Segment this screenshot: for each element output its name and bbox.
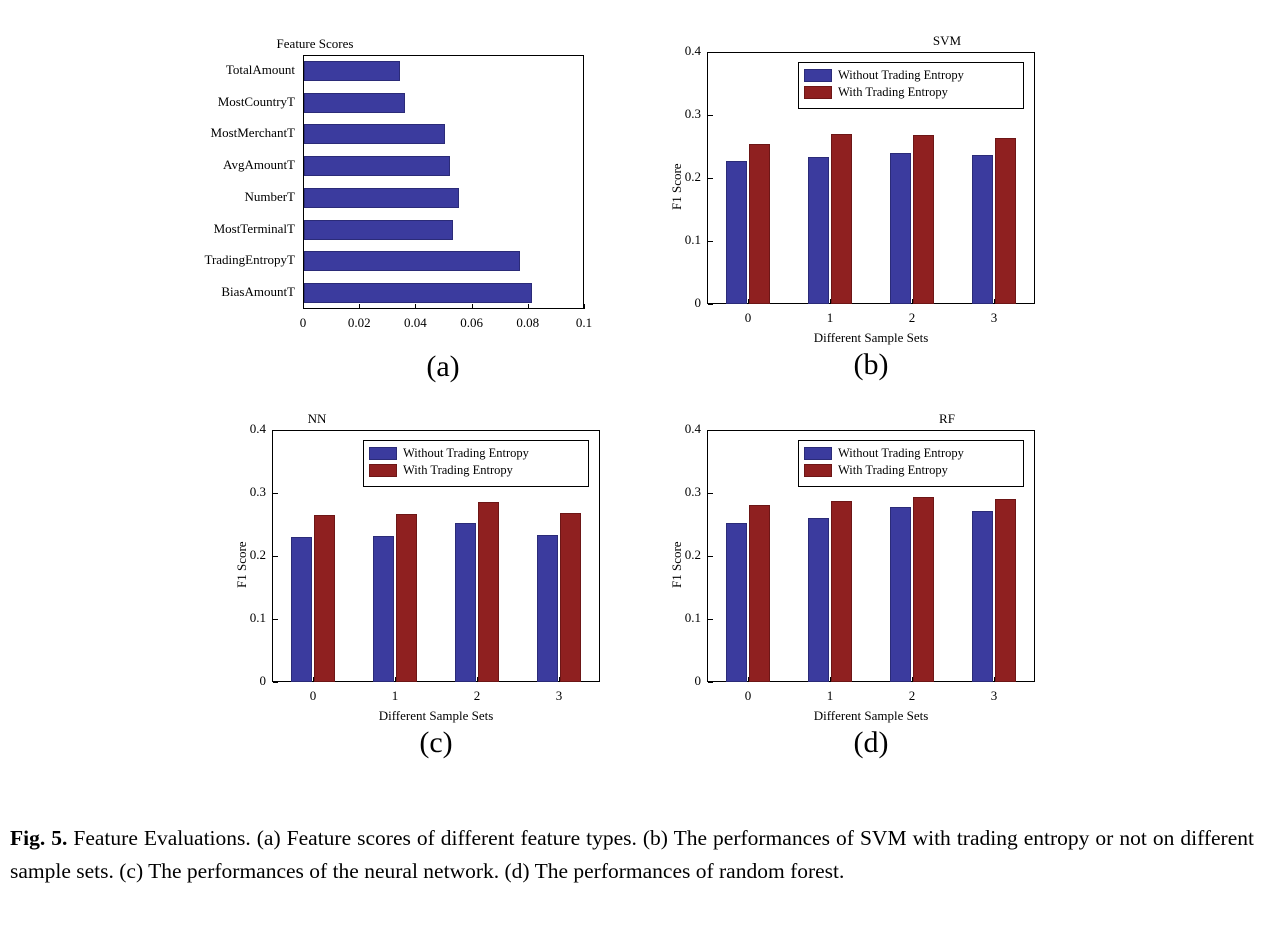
- legend-label: With Trading Entropy: [403, 463, 513, 477]
- panel-c-xlabel: Different Sample Sets: [378, 708, 494, 723]
- panel-a-category-label: MostMerchantT: [210, 125, 295, 141]
- panel-a-xtick-mark: [359, 304, 360, 309]
- ytick-label: 0.3: [684, 484, 701, 499]
- panel-d-legend: [798, 440, 1024, 487]
- legend-swatch-without-trading-entropy: [804, 447, 832, 460]
- xtick-label: 1: [391, 688, 399, 703]
- panel-b-ylabel: F1 Score: [669, 163, 684, 210]
- legend-label: Without Trading Entropy: [838, 68, 964, 82]
- legend-row: [369, 462, 582, 479]
- ytick-label: 0.3: [249, 484, 266, 499]
- panel-a-xtick-label: 0.04: [404, 315, 427, 330]
- ytick-label: 0.1: [249, 610, 266, 625]
- bar-with-trading-entropy: [396, 514, 417, 682]
- panel-a-category-label: BiasAmountT: [221, 284, 295, 300]
- ytick-mark: [273, 619, 278, 620]
- panel-a-title: Feature Scores: [276, 36, 354, 51]
- legend-row: [804, 84, 1017, 101]
- ytick-mark: [273, 493, 278, 494]
- bar-without-trading-entropy: [890, 507, 911, 682]
- panel-a-xtick-label: 0.1: [575, 315, 593, 330]
- legend-label: Without Trading Entropy: [838, 446, 964, 460]
- xtick-label: 1: [826, 310, 834, 325]
- ytick-label: 0: [694, 295, 701, 310]
- panel-c-legend: [363, 440, 589, 487]
- legend-label: With Trading Entropy: [838, 85, 948, 99]
- panel-a-category-label: MostTerminalT: [213, 220, 295, 236]
- ytick-label: 0.4: [249, 421, 266, 436]
- bar-with-trading-entropy: [478, 502, 499, 682]
- legend-row: [804, 67, 1017, 84]
- legend-row: [804, 445, 1017, 462]
- legend-swatch-without-trading-entropy: [369, 447, 397, 460]
- ytick-mark: [708, 493, 713, 494]
- bar-with-trading-entropy: [831, 501, 852, 682]
- panel-a-bar: [304, 61, 400, 81]
- panel-a-category-label: AvgAmountT: [223, 157, 295, 173]
- panel-a-category-label: NumberT: [244, 188, 295, 204]
- ytick-mark: [708, 241, 713, 242]
- bar-without-trading-entropy: [373, 536, 394, 682]
- xtick-label: 2: [473, 688, 481, 703]
- xtick-label: 3: [990, 310, 998, 325]
- panel-a-category-label: TotalAmount: [225, 61, 295, 77]
- bar-without-trading-entropy: [291, 537, 312, 682]
- panel-a-bar: [304, 283, 532, 303]
- bar-without-trading-entropy: [972, 511, 993, 682]
- caption-label: Fig. 5.: [10, 826, 68, 850]
- ytick-label: 0.2: [684, 547, 701, 562]
- bar-without-trading-entropy: [537, 535, 558, 682]
- panel-a-xtick-label: 0.06: [460, 315, 483, 330]
- ytick-label: 0.4: [684, 43, 701, 58]
- bar-with-trading-entropy: [913, 497, 934, 682]
- panel-a-xtick-label: 0: [299, 315, 307, 330]
- sublabel-d: (d): [853, 726, 889, 759]
- legend-label: With Trading Entropy: [838, 463, 948, 477]
- sublabel-c: (c): [419, 726, 453, 759]
- ytick-mark: [708, 178, 713, 179]
- bar-with-trading-entropy: [831, 134, 852, 304]
- panel-a-bar: [304, 93, 405, 113]
- bar-without-trading-entropy: [726, 161, 747, 304]
- panel-a-xtick-label: 0.08: [516, 315, 540, 330]
- panel-a-xtick-mark: [584, 304, 585, 309]
- panel-b-xlabel: Different Sample Sets: [813, 330, 929, 345]
- xtick-label: 0: [309, 688, 317, 703]
- bar-with-trading-entropy: [749, 505, 770, 682]
- sublabel-a: (a): [426, 350, 460, 383]
- panel-c-ylabel: F1 Score: [234, 541, 249, 588]
- xtick-label: 2: [908, 310, 916, 325]
- panel-nn: [0, 378, 634, 778]
- ytick-mark: [708, 682, 713, 683]
- ytick-label: 0.1: [684, 610, 701, 625]
- ytick-label: 0.3: [684, 106, 701, 121]
- ytick-label: 0.2: [684, 169, 701, 184]
- panel-b-title: SVM: [932, 33, 962, 48]
- panel-a-xtick-label: 0.02: [347, 315, 371, 330]
- ytick-mark: [273, 556, 278, 557]
- bar-with-trading-entropy: [995, 499, 1016, 682]
- panel-a-bar: [304, 124, 445, 144]
- panel-svm: [630, 0, 1264, 400]
- ytick-mark: [708, 430, 713, 431]
- xtick-label: 3: [990, 688, 998, 703]
- panel-a-bar: [304, 188, 459, 208]
- panel-a-xtick-mark: [303, 304, 304, 309]
- ytick-label: 0: [259, 673, 266, 688]
- panel-d-xlabel: Different Sample Sets: [813, 708, 929, 723]
- bar-with-trading-entropy: [314, 515, 335, 682]
- ytick-label: 0.2: [249, 547, 266, 562]
- ytick-mark: [708, 115, 713, 116]
- bar-with-trading-entropy: [560, 513, 581, 682]
- bar-with-trading-entropy: [995, 138, 1016, 304]
- bar-without-trading-entropy: [972, 155, 993, 304]
- panel-a-xtick-mark: [528, 304, 529, 309]
- bar-without-trading-entropy: [890, 153, 911, 304]
- panel-a-category-label: TradingEntropyT: [204, 252, 295, 268]
- figure-caption: [10, 822, 1254, 888]
- bar-without-trading-entropy: [726, 523, 747, 682]
- panel-rf: [630, 378, 1264, 778]
- panel-a-bar: [304, 156, 450, 176]
- legend-row: [369, 445, 582, 462]
- ytick-mark: [708, 556, 713, 557]
- legend-label: Without Trading Entropy: [403, 446, 529, 460]
- bar-without-trading-entropy: [455, 523, 476, 682]
- legend-swatch-without-trading-entropy: [804, 69, 832, 82]
- ytick-label: 0.1: [684, 232, 701, 247]
- xtick-label: 2: [908, 688, 916, 703]
- ytick-label: 0.4: [684, 421, 701, 436]
- bar-with-trading-entropy: [749, 144, 770, 304]
- ytick-mark: [708, 619, 713, 620]
- panel-b-legend: [798, 62, 1024, 109]
- bar-without-trading-entropy: [808, 518, 829, 682]
- panel-a-category-label: MostCountryT: [217, 93, 295, 109]
- caption-text: Feature Evaluations. (a) Feature scores of different feature types. (b) The performances of SVM with trading entropy or not on different sample sets. (c) The performances of the neural network. (d) The performances of random forest.: [10, 826, 1254, 883]
- ytick-mark: [273, 430, 278, 431]
- panel-c-title: NN: [307, 411, 327, 426]
- panel-feature-scores: [0, 0, 630, 400]
- legend-swatch-with-trading-entropy: [804, 86, 832, 99]
- xtick-label: 0: [744, 688, 752, 703]
- legend-row: [804, 462, 1017, 479]
- ytick-mark: [273, 682, 278, 683]
- bar-without-trading-entropy: [808, 157, 829, 304]
- panel-a-bar: [304, 220, 453, 240]
- bar-with-trading-entropy: [913, 135, 934, 304]
- panel-a-bar: [304, 251, 520, 271]
- xtick-label: 1: [826, 688, 834, 703]
- legend-swatch-with-trading-entropy: [804, 464, 832, 477]
- xtick-label: 0: [744, 310, 752, 325]
- panel-a-xtick-mark: [415, 304, 416, 309]
- ytick-mark: [708, 52, 713, 53]
- panel-a-xtick-mark: [472, 304, 473, 309]
- panel-d-title: RF: [939, 411, 955, 426]
- xtick-label: 3: [555, 688, 563, 703]
- legend-swatch-with-trading-entropy: [369, 464, 397, 477]
- panel-d-ylabel: F1 Score: [669, 541, 684, 588]
- ytick-label: 0: [694, 673, 701, 688]
- ytick-mark: [708, 304, 713, 305]
- sublabel-b: (b): [853, 348, 889, 381]
